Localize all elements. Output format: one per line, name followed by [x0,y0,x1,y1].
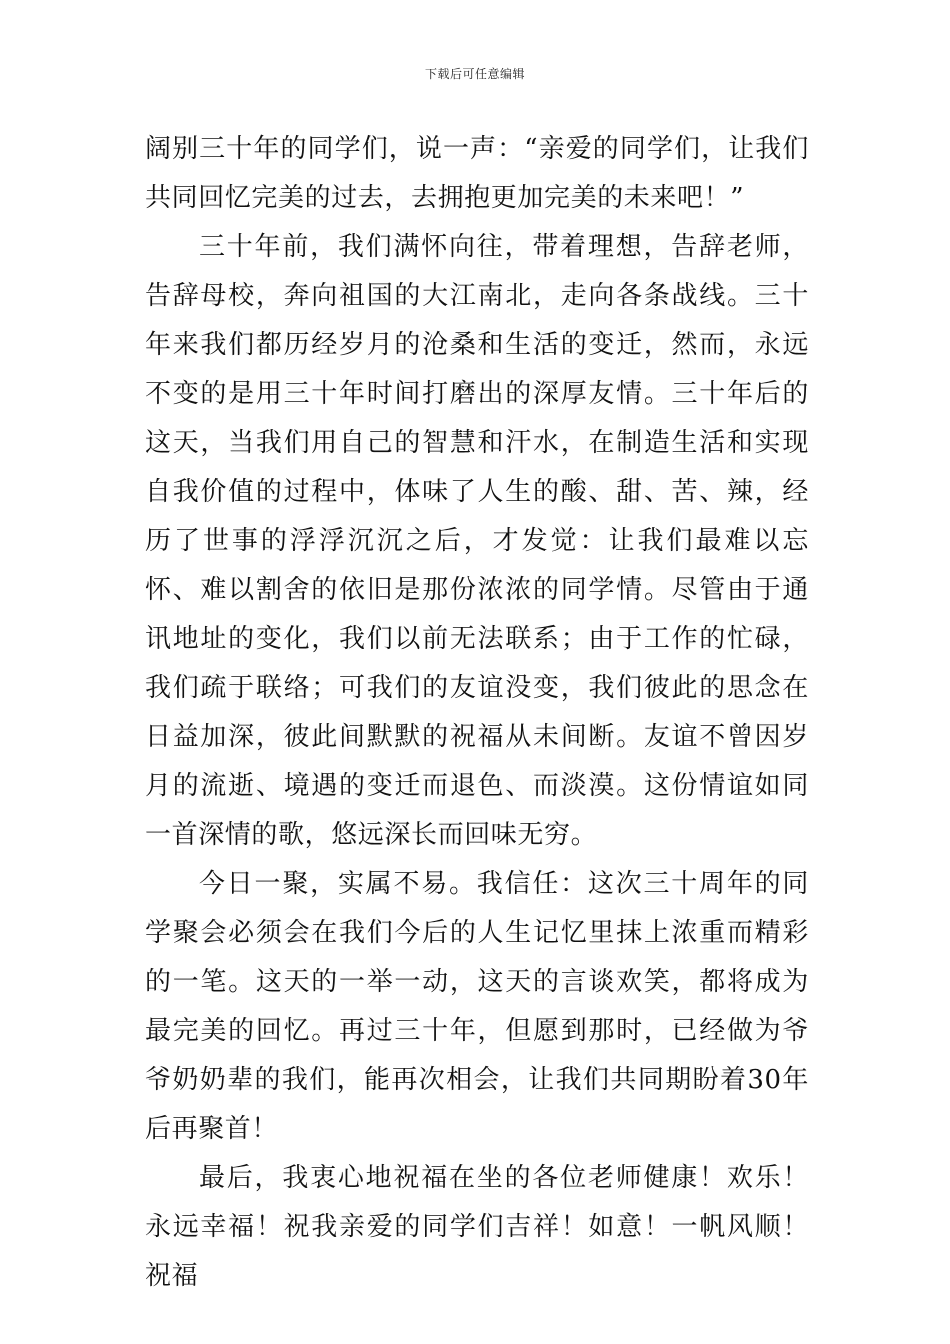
paragraph-greeting: 阔别三十年的同学们，说一声：“亲爱的同学们，让我们共同回忆完美的过去，去拥抱更加完美的未来吧！” [145,134,809,213]
paragraph-blessing: 最后，我衷心地祝福在坐的各位老师健康！欢乐！永远幸福！祝我亲爱的同学们吉祥！如意！一帆风顺！祝福 [145,1163,809,1291]
paragraph-memories: 三十年前，我们满怀向往，带着理想，告辞老师，告辞母校，奔向祖国的大江南北，走向各条战线。三十年来我们都历经岁月的沧桑和生活的变迁，然而，永远不变的是用三十年时间打磨出的深厚友情。三十年后的这天，当我们用自己的智慧和汗水，在制造生活和实现自我价值的过程中，体味了人生的酸、甜、苦、辣，经历了世事的浮浮沉沉之后，才发觉：让我们最难以忘怀、难以割舍的依旧是那份浓浓的同学情。尽管由于通讯地址的变化，我们以前无法联系；由于工作的忙碌，我们疏于联络；可我们的友谊没变，我们彼此的思念在日益加深，彼此间默默的祝福从未间断。友谊不曾因岁月的流逝、境遇的变迁而退色、而淡漠。这份情谊如同一首深情的歌，悠远深长而回味无穷。 [145,232,809,850]
page-header: 下载后可任意编辑 [424,67,525,81]
document-body [145,125,809,1301]
paragraph-reunion: 今日一聚，实属不易。我信任：这次三十周年的同学聚会必须会在我们今后的人生记忆里抹上浓重而精彩的一笔。这天的一举一动，这天的言谈欢笑，都将成为最完美的回忆。再过三十年，但愿到那时，已经做为爷爷奶奶辈的我们，能再次相会，让我们共同期盼着30年后再聚首！ [145,869,809,1144]
